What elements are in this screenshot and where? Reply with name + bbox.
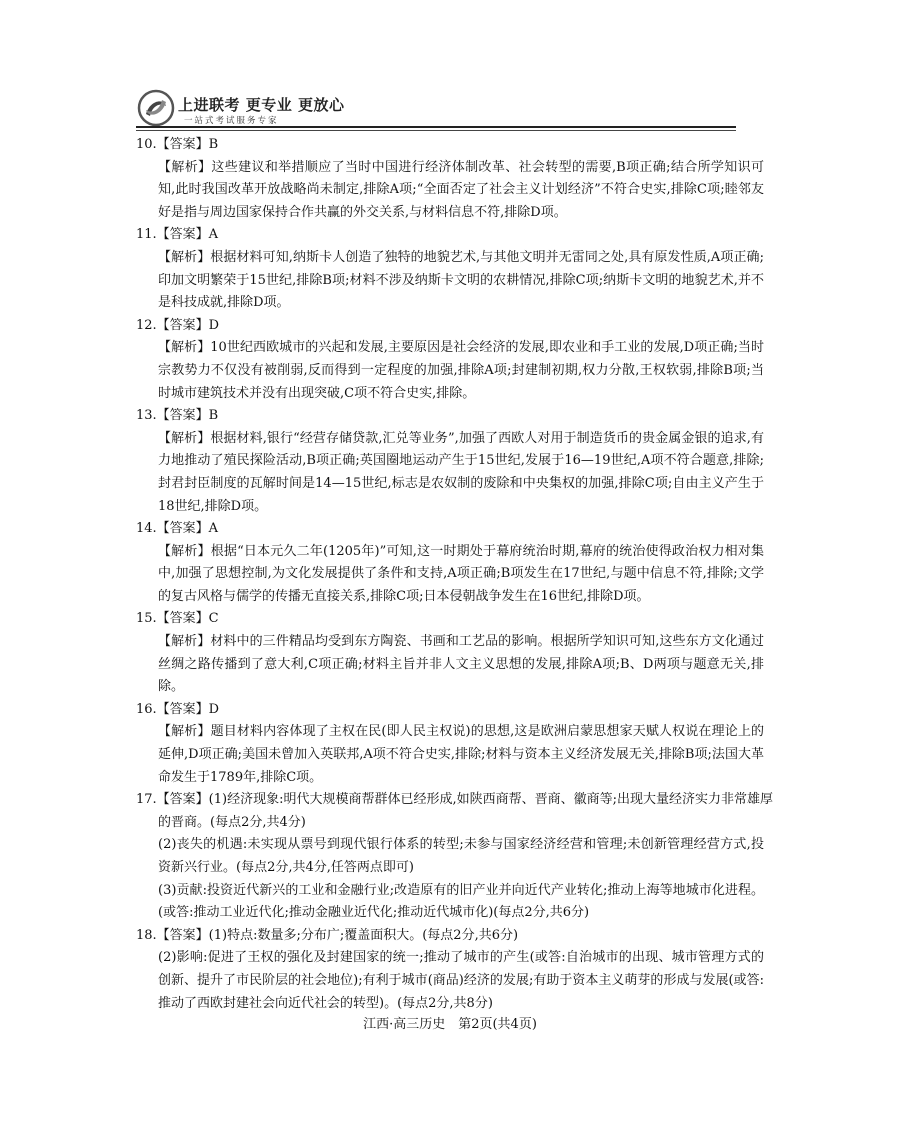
- header-divider-thick: [136, 126, 736, 128]
- answer-line: 12.【答案】D: [136, 317, 220, 333]
- answer-line: 14.【答案】A: [136, 521, 219, 537]
- question-10: [136, 134, 764, 224]
- analysis-paragraph: 【解析】根据“日本元久二年(1205年)”可知,这一时期处于幕府统治时期,幕府的统治使得政治权力相对集中,加强了思想控制,为文化发展提供了条件和支持,A项正确;B项发生在17世纪,与题中信息不符,排除;文学的复古风格与儒学的传播无直接关系,排除C项;日本侵朝战争发生在16世纪,排除D项。: [158, 543, 764, 604]
- analysis-paragraph: 【解析】这些建议和举措顺应了当时中国进行经济体制改革、社会转型的需要,B项正确;结合所学知识可知,此时我国改革开放战略尚未制定,排除A项;“全面否定了社会主义计划经济”不符合史实,排除C项;睦邻友好是指与周边国家保持合作共赢的外交关系,与材料信息不符,排除D项。: [158, 159, 764, 220]
- answer-paragraph: (2)丧失的机遇:未实现从票号到现代银行体系的转型;未参与国家经济经营和管理;未创新管理经营方式,投资新兴行业。(每点2分,共4分,任答两点即可): [158, 837, 764, 875]
- answer-line: 15.【答案】C: [136, 611, 219, 627]
- header-slogan: 上进联考 更专业 更放心: [178, 96, 345, 114]
- answer-line: 17.【答案】(1)经济现象:明代大规模商帮群体已经形成,如陕西商帮、晋商、徽商等;出现大量经济实力非常雄厚: [136, 792, 773, 808]
- question-14: [136, 518, 764, 608]
- question-16: [136, 699, 764, 789]
- question-18: [136, 925, 764, 1015]
- question-17: [136, 789, 773, 925]
- question-15: [136, 608, 764, 698]
- analysis-paragraph: 【解析】材料中的三件精品均受到东方陶瓷、书画和工艺品的影响。根据所学知识可知,这些东方文化通过丝绸之路传播到了意大利,C项正确;材料主旨并非人文主义思想的发展,排除A项;B、D两项与题意无关,排除。: [158, 634, 764, 695]
- analysis-paragraph: 【解析】根据材料,银行“经营存储贷款,汇兑等业务”,加强了西欧人对用于制造货币的贵金属金银的追求,有力地推动了殖民探险活动,B项正确;英国圈地运动产生于15世纪,发展于16—19世纪,A项不符合题意,排除;封君封臣制度的瓦解时间是14—15世纪,标志是农奴制的废除和中央集权的加强,排除C项;自由主义产生于18世纪,排除D项。: [158, 430, 764, 514]
- answer-line: 16.【答案】D: [136, 701, 220, 717]
- answer-line: 11.【答案】A: [136, 227, 219, 243]
- question-11: [136, 224, 764, 314]
- answer-line: 10.【答案】B: [136, 137, 219, 152]
- answer-paragraph: 的晋商。(每点2分,共4分): [158, 814, 306, 830]
- page-header: [136, 88, 736, 130]
- analysis-paragraph: 【解析】10世纪西欧城市的兴起和发展,主要原因是社会经济的发展,即农业和手工业的发展,D项正确;当时宗教势力不仅没有被削弱,反而得到一定程度的加强,排除A项;封建制初期,权力分散,王权软弱,排除B项;当时城市建筑技术并没有出现突破,C项不符合史实,排除。: [158, 340, 764, 401]
- analysis-paragraph: 【解析】题目材料内容体现了主权在民(即人民主权说)的思想,这是欧洲启蒙思想家天赋人权说在理论上的延伸,D项正确;美国未曾加入英联邦,A项不符合史实,排除;材料与资本主义经济发展无关,排除B项;法国大革命发生于1789年,排除C项。: [158, 724, 764, 785]
- logo-swirl-icon: [136, 88, 176, 128]
- header-tagline: 一站式考试服务专家: [184, 116, 279, 126]
- answer-line: 18.【答案】(1)特点:数量多;分布广;覆盖面积大。(每点2分,共6分): [136, 927, 519, 943]
- header-divider-thin: [136, 130, 736, 131]
- answer-paragraph: (3)贡献:投资近代新兴的工业和金融行业;改造原有的旧产业并向近代产业转化;推动上海等地城市化进程。(或答:推动工业近代化;推动金融业近代化;推动近代城市化)(每点2分,共6分): [158, 882, 764, 921]
- answer-paragraph: (2)影响:促进了王权的强化及封建国家的统一;推动了城市的产生(或答:自治城市的出现、城市管理方式的创新、提升了市民阶层的社会地位);有利于城市(商品)经济的发展;有助于资本主义萌芽的形成与发展(或答:推动了西欧封建社会向近代社会的转型)。(每点2分,共8分): [158, 950, 764, 1011]
- question-13: [136, 405, 764, 518]
- answer-content: [136, 134, 773, 1015]
- answer-line: 13.【答案】B: [136, 408, 219, 424]
- question-12: [136, 315, 764, 405]
- analysis-paragraph: 【解析】根据材料可知,纳斯卡人创造了独特的地貌艺术,与其他文明并无雷同之处,具有原发性质,A项正确;印加文明繁荣于15世纪,排除B项;材料不涉及纳斯卡文明的农耕情况,排除C项;纳斯卡文明的地貌艺术,并不是科技成就,排除D项。: [158, 249, 764, 311]
- page-footer: 江西·高三历史 第2页(共4页): [363, 1017, 537, 1032]
